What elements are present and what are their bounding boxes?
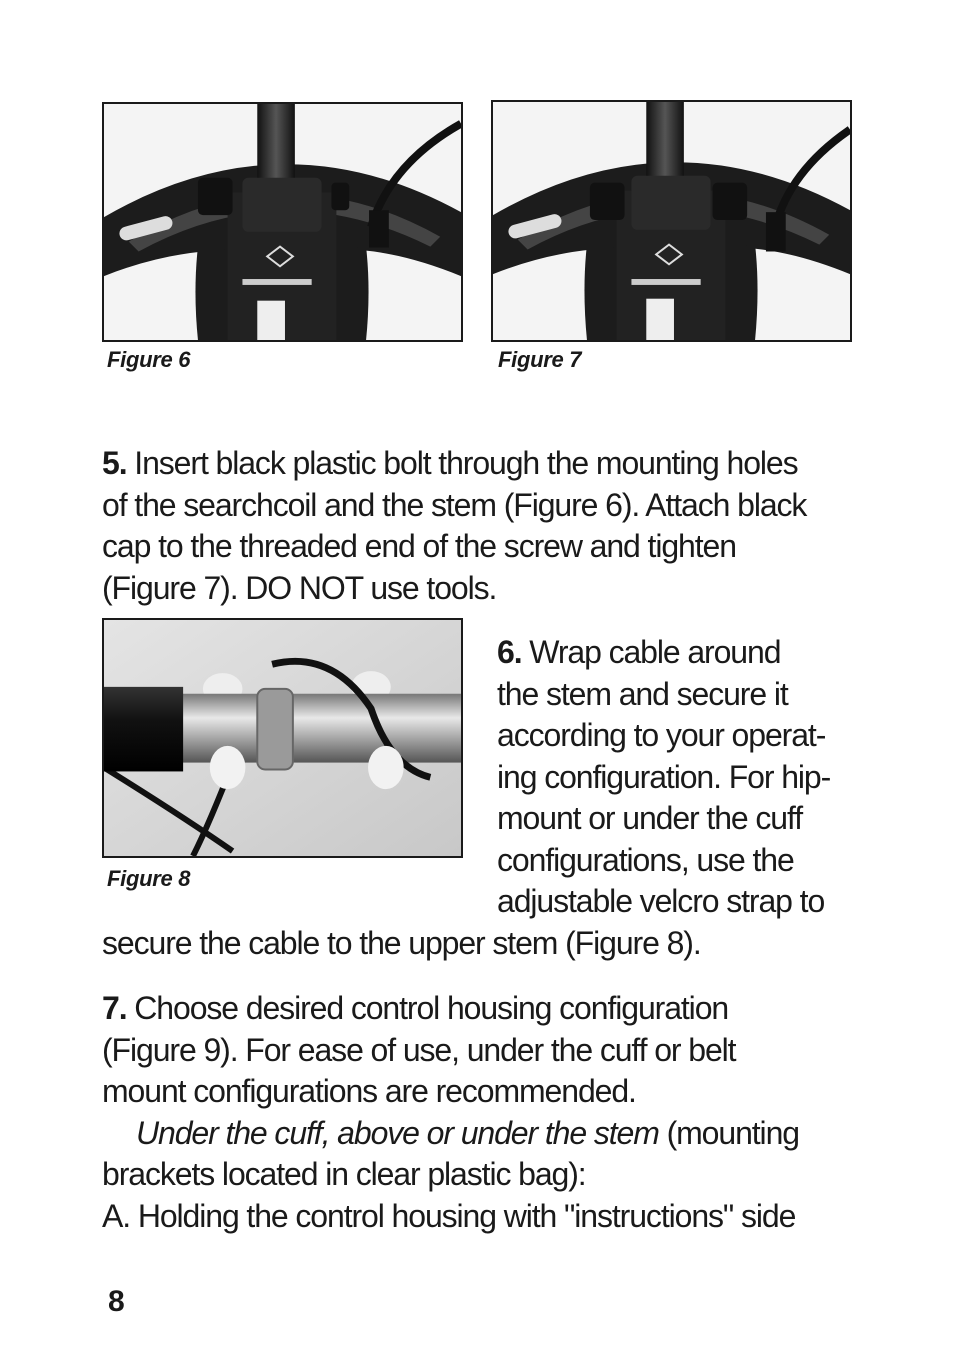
step-7-sub-line-2: brackets located in clear plastic bag): <box>102 1156 586 1192</box>
step-7-number: 7. <box>102 990 127 1026</box>
step-6-line-3: according to your operat- <box>497 717 826 753</box>
figure-6-caption: Figure 6 <box>107 347 191 372</box>
page-number: 8 <box>108 1285 125 1318</box>
step-6-line-7: adjustable velcro strap to <box>497 883 825 919</box>
figure-7-caption: Figure 7 <box>498 347 582 372</box>
step-5-number: 5. <box>102 445 127 481</box>
step-7-line-2: (Figure 9). For ease of use, under the cuff or belt <box>102 1031 736 1068</box>
step-5-line-3: cap to the threaded end of the screw and tighten <box>102 528 736 564</box>
step-6-line-2: the stem and secure it <box>497 675 788 712</box>
step-6-line-6: configurations, use the <box>497 841 794 878</box>
step-6-line-5: mount or under the cuff <box>497 800 802 836</box>
figure-8-caption: Figure 8 <box>107 866 191 891</box>
step-6-number: 6. <box>497 634 522 670</box>
step-6-paragraph <box>497 632 830 923</box>
step-7-step-a: A. Holding the control housing with "instructions" side <box>102 1197 796 1234</box>
step-7-paragraph <box>102 988 799 1237</box>
step-7-line-1: 7. Choose desired control housing configuration <box>102 990 729 1026</box>
figure-7-image <box>491 100 852 342</box>
step-7-sub-line-1: Under the cuff, above or under the stem (mounting <box>136 1114 799 1151</box>
step-5-paragraph <box>102 443 806 609</box>
step-5-line-4: (Figure 7). DO NOT use tools. <box>102 569 497 606</box>
step-6-line-1: 6. Wrap cable around <box>497 634 781 670</box>
step-7-sub-heading: Under the cuff, above or under the stem <box>136 1114 659 1151</box>
step-6-paragraph-continued <box>102 923 701 965</box>
step-6-line-8: secure the cable to the upper stem (Figure 8). <box>102 925 701 961</box>
step-5-line-1: 5. Insert black plastic bolt through the mounting holes <box>102 445 798 481</box>
step-6-line-4: ing configuration. For hip- <box>497 758 831 795</box>
figure-8-image <box>102 618 463 858</box>
figure-6-image <box>102 102 463 342</box>
step-5-line-2: of the searchcoil and the stem (Figure 6). Attach black <box>102 486 807 523</box>
step-7-line-3: mount configurations are recommended. <box>102 1073 636 1109</box>
